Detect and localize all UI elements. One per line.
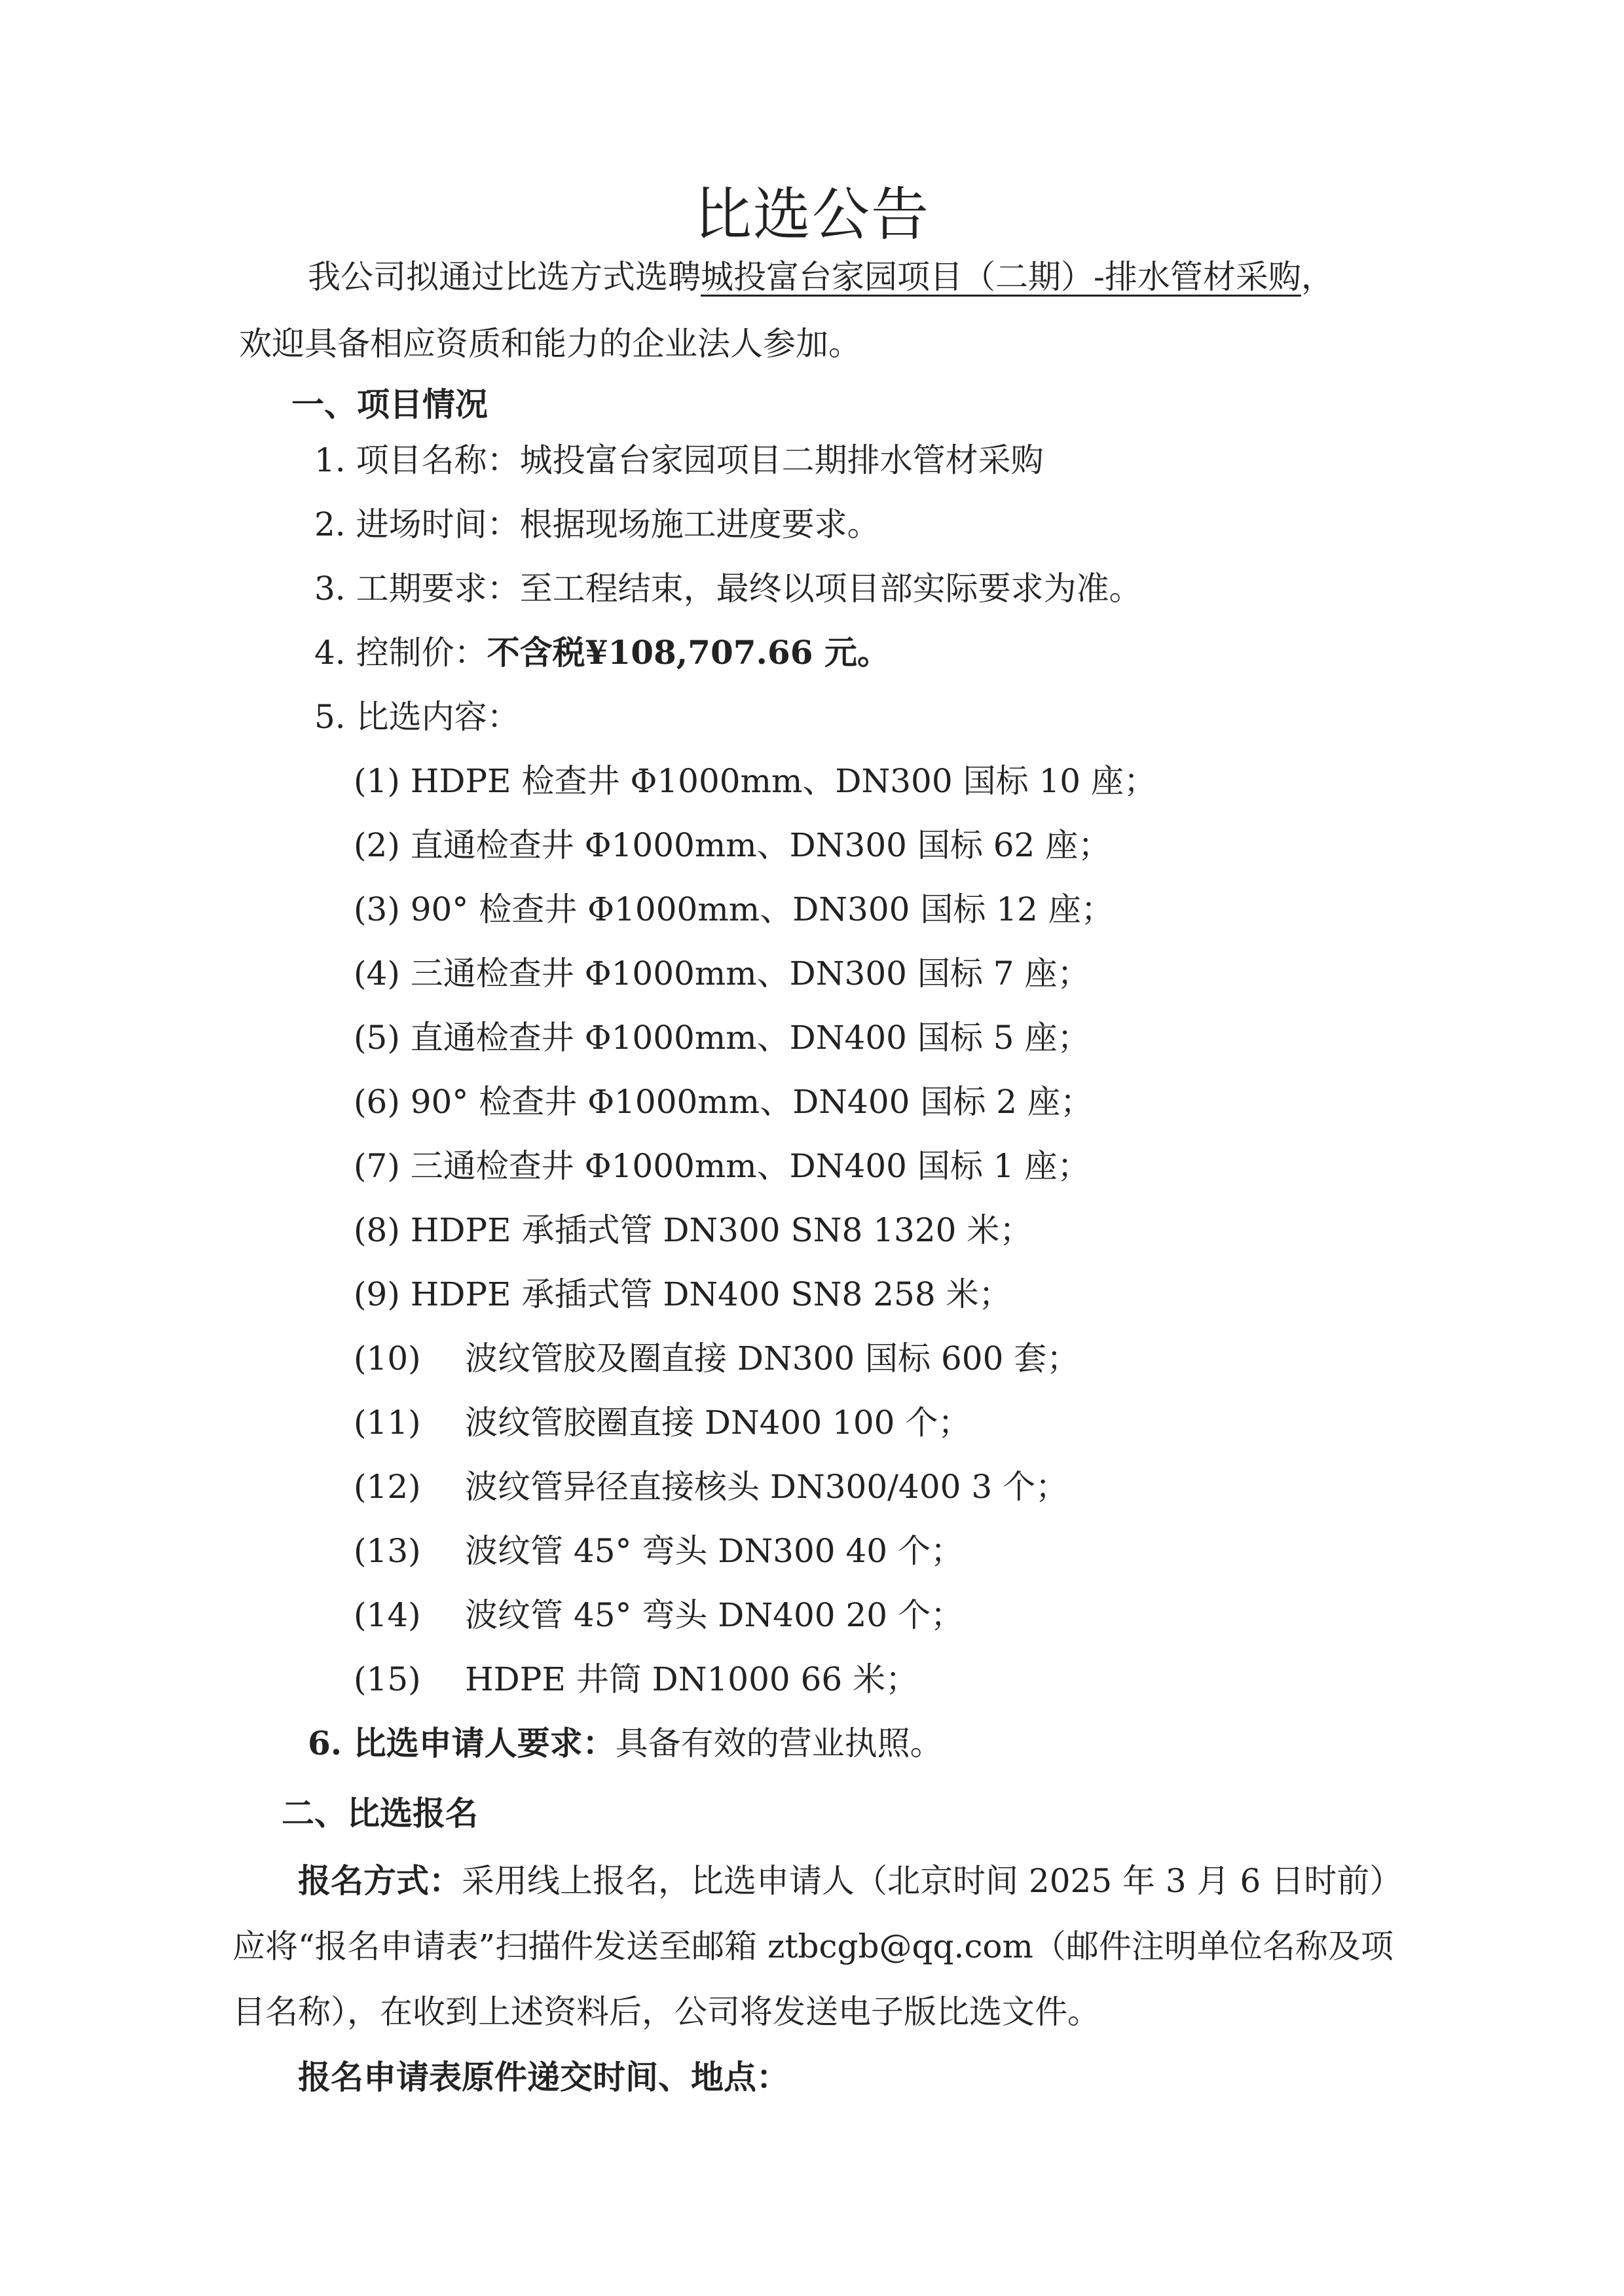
section2-heading: 二、比选报名 bbox=[282, 1794, 478, 1832]
intro-line-1 bbox=[308, 254, 1334, 300]
registration-method-text: 采用线上报名，比选申请人（北京时间 2025 年 3 月 6 日时前） bbox=[462, 1862, 1403, 1900]
content-item-text: 波纹管 45° 弯头 DN300 40 个； bbox=[465, 1532, 963, 1570]
content-item: (7) 三通检查井 Φ1000mm、DN400 国标 1 座； bbox=[354, 1147, 1090, 1185]
content-item: (2) 直通检查井 Φ1000mm、DN300 国标 62 座； bbox=[354, 826, 1111, 864]
content-item: (5) 直通检查井 Φ1000mm、DN400 国标 5 座； bbox=[354, 1019, 1090, 1057]
item-entry-time: 2. 进场时间：根据现场施工进度要求。 bbox=[314, 505, 880, 543]
item-applicant-requirement bbox=[308, 1721, 943, 1766]
content-item bbox=[354, 1464, 1068, 1510]
registration-method-line-3: 目名称），在收到上述资料后，公司将发送电子版比选文件。 bbox=[232, 1993, 1100, 2031]
content-item-number: (12) bbox=[354, 1468, 421, 1506]
submission-heading: 报名申请表原件递交时间、地点： bbox=[298, 2058, 789, 2096]
registration-method-label: 报名方式： bbox=[298, 1861, 462, 1900]
content-item-text: 波纹管胶及圈直接 DN300 国标 600 套； bbox=[465, 1339, 1080, 1377]
project-name-underlined: 城投富台家园项目（二期）-排水管材采购 bbox=[701, 258, 1301, 296]
content-item-number: (11) bbox=[354, 1404, 421, 1442]
content-item bbox=[354, 1400, 970, 1446]
content-item bbox=[354, 1336, 1079, 1381]
applicant-requirement-value: 具备有效的营业执照。 bbox=[615, 1724, 943, 1762]
item-project-name: 1. 项目名称：城投富台家园项目二期排水管材采购 bbox=[314, 441, 1044, 479]
content-item: (9) HDPE 承插式管 DN400 SN8 258 米； bbox=[354, 1275, 1012, 1313]
registration-method-line-1 bbox=[298, 1858, 1402, 1904]
registration-method-line-2: 应将“报名申请表”扫描件发送至邮箱 ztbcgb@qq.com（邮件注明单位名称及项 bbox=[232, 1927, 1393, 1965]
intro-line-2: 欢迎具备相应资质和能力的企业法人参加。 bbox=[239, 325, 861, 363]
content-item: (8) HDPE 承插式管 DN300 SN8 1320 米； bbox=[354, 1211, 1033, 1249]
intro-lead: 我公司拟通过比选方式选聘 bbox=[308, 258, 701, 296]
content-item bbox=[354, 1528, 963, 1574]
section1-heading: 一、项目情况 bbox=[291, 385, 488, 424]
item-duration: 3. 工期要求：至工程结束，最终以项目部实际要求为准。 bbox=[314, 570, 1142, 608]
content-item-text: 波纹管胶圈直接 DN400 100 个； bbox=[465, 1404, 971, 1442]
item-contents-label: 5. 比选内容： bbox=[314, 698, 520, 736]
control-price-value: 不含税¥108,707.66 元。 bbox=[487, 633, 890, 672]
content-item bbox=[354, 1592, 963, 1638]
content-item-number: (13) bbox=[354, 1532, 421, 1570]
content-item bbox=[354, 1656, 918, 1702]
content-item: (4) 三通检查井 Φ1000mm、DN300 国标 7 座； bbox=[354, 955, 1090, 993]
content-item-number: (14) bbox=[354, 1596, 421, 1634]
content-item-number: (10) bbox=[354, 1339, 421, 1377]
content-item-text: 波纹管异径直接核头 DN300/400 3 个； bbox=[465, 1468, 1069, 1506]
content-item: (6) 90° 检查井 Φ1000mm、DN400 国标 2 座； bbox=[354, 1083, 1093, 1121]
control-price-label: 4. 控制价： bbox=[314, 634, 487, 672]
content-item-number: (15) bbox=[354, 1660, 421, 1698]
applicant-requirement-label: 6. 比选申请人要求： bbox=[308, 1724, 616, 1762]
page-title: 比选公告 bbox=[693, 181, 930, 248]
item-control-price bbox=[314, 630, 890, 676]
content-item-text: 波纹管 45° 弯头 DN400 20 个； bbox=[465, 1596, 963, 1634]
intro-comma: ， bbox=[1301, 258, 1334, 296]
content-item: (3) 90° 检查井 Φ1000mm、DN300 国标 12 座； bbox=[354, 890, 1114, 928]
content-item-text: HDPE 井筒 DN1000 66 米； bbox=[465, 1660, 919, 1698]
content-item: (1) HDPE 检查井 Φ1000mm、DN300 国标 10 座； bbox=[354, 762, 1156, 800]
